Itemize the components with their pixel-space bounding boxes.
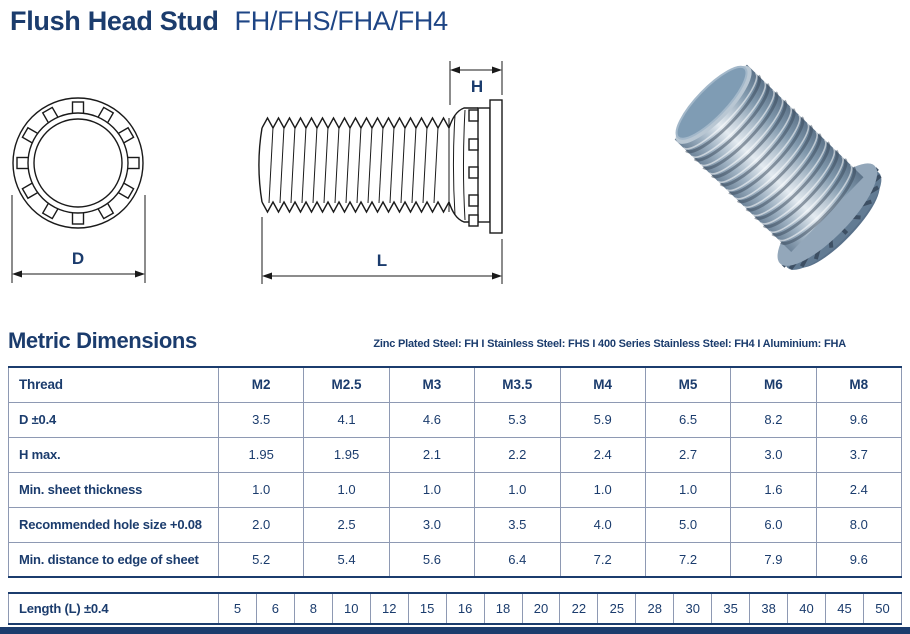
table-row (9, 437, 902, 472)
row-label: D ±0.4 (9, 402, 219, 437)
table-row (9, 542, 902, 577)
dimension-value: 6.0 (731, 507, 816, 542)
dimension-value: 1.0 (475, 472, 560, 507)
dimensions-table (8, 366, 902, 578)
length-table (8, 592, 902, 625)
dimension-value: 4.0 (560, 507, 645, 542)
dimension-value: 1.0 (645, 472, 730, 507)
header-thread-size: M5 (645, 367, 730, 402)
table-row (9, 472, 902, 507)
dimension-value: 3.7 (816, 437, 901, 472)
length-value: 35 (712, 593, 750, 624)
dimension-value: 8.2 (731, 402, 816, 437)
dimension-h (450, 61, 502, 105)
dimension-value: 7.2 (645, 542, 730, 577)
dimension-value: 2.5 (304, 507, 389, 542)
length-value: 15 (408, 593, 446, 624)
dimension-label-l: L (376, 251, 388, 270)
row-label: Min. distance to edge of sheet (9, 542, 219, 577)
dimension-value: 5.2 (219, 542, 304, 577)
header-thread-size: M3.5 (475, 367, 560, 402)
dimension-value: 3.0 (731, 437, 816, 472)
table-row (9, 507, 902, 542)
stud-head-side (449, 100, 502, 233)
dimension-value: 5.0 (645, 507, 730, 542)
dimension-value: 3.0 (389, 507, 474, 542)
dimension-value: 1.95 (219, 437, 304, 472)
length-value: 45 (826, 593, 864, 624)
section-heading: Metric Dimensions (8, 328, 197, 353)
dimension-value: 4.1 (304, 402, 389, 437)
dimension-value: 3.5 (219, 402, 304, 437)
dimension-value: 5.4 (304, 542, 389, 577)
length-label: Length (L) ±0.4 (9, 593, 219, 624)
length-value: 28 (636, 593, 674, 624)
dimension-value: 2.0 (219, 507, 304, 542)
product-photo (655, 40, 905, 300)
dimension-value: 7.9 (731, 542, 816, 577)
length-value: 50 (863, 593, 901, 624)
length-value: 5 (219, 593, 257, 624)
dimension-value: 1.0 (560, 472, 645, 507)
length-value: 30 (674, 593, 712, 624)
dimension-value: 3.5 (475, 507, 560, 542)
row-label: Recommended hole size +0.08 (9, 507, 219, 542)
length-row (9, 593, 902, 624)
length-value: 12 (370, 593, 408, 624)
dimension-value: 1.0 (304, 472, 389, 507)
table-row (9, 402, 902, 437)
dimension-value: 1.95 (304, 437, 389, 472)
side-view-drawing (240, 55, 520, 300)
dimension-value: 7.2 (560, 542, 645, 577)
length-value: 20 (522, 593, 560, 624)
dimension-label-h: H (470, 77, 484, 96)
dimension-value: 8.0 (816, 507, 901, 542)
header-thread-size: M4 (560, 367, 645, 402)
stud-head-front (13, 98, 143, 228)
dimension-value: 1.0 (389, 472, 474, 507)
dimension-value: 1.6 (731, 472, 816, 507)
stud-3d (655, 44, 897, 285)
dimension-value: 6.4 (475, 542, 560, 577)
row-label: H max. (9, 437, 219, 472)
row-label: Min. sheet thickness (9, 472, 219, 507)
dimension-value: 9.6 (816, 402, 901, 437)
dimension-value: 2.7 (645, 437, 730, 472)
header-thread-size: M3 (389, 367, 474, 402)
dimension-value: 1.0 (219, 472, 304, 507)
dimension-value: 6.5 (645, 402, 730, 437)
length-value: 38 (750, 593, 788, 624)
dimension-value: 9.6 (816, 542, 901, 577)
table-header-row (9, 367, 902, 402)
length-value: 8 (294, 593, 332, 624)
length-value: 40 (788, 593, 826, 624)
dimension-value: 2.4 (560, 437, 645, 472)
header-thread-size: M2 (219, 367, 304, 402)
length-value: 10 (332, 593, 370, 624)
dimension-value: 5.3 (475, 402, 560, 437)
dimension-label-d: D (71, 249, 85, 268)
length-value: 16 (446, 593, 484, 624)
header-thread-size: M6 (731, 367, 816, 402)
header-thread-size: M8 (816, 367, 901, 402)
page-title (10, 6, 448, 37)
front-view-drawing (2, 58, 162, 298)
dimension-l (262, 217, 502, 284)
dimension-value: 2.1 (389, 437, 474, 472)
materials-note: Zinc Plated Steel: FH I Stainless Steel: FHS I 400 Series Stainless Steel: FH4 I Aluminium: FHA (373, 338, 846, 350)
length-value: 22 (560, 593, 598, 624)
product-codes: FH/FHS/FHA/FH4 (234, 6, 448, 36)
footer-bar (0, 627, 910, 634)
dimension-value: 5.6 (389, 542, 474, 577)
thread-profile (259, 118, 449, 212)
header-thread-size: M2.5 (304, 367, 389, 402)
length-value: 6 (256, 593, 294, 624)
dimension-value: 2.2 (475, 437, 560, 472)
product-name: Flush Head Stud (10, 6, 219, 36)
dimension-value: 5.9 (560, 402, 645, 437)
length-value: 18 (484, 593, 522, 624)
header-thread: Thread (9, 367, 219, 402)
dimension-value: 4.6 (389, 402, 474, 437)
length-value: 25 (598, 593, 636, 624)
dimension-value: 2.4 (816, 472, 901, 507)
